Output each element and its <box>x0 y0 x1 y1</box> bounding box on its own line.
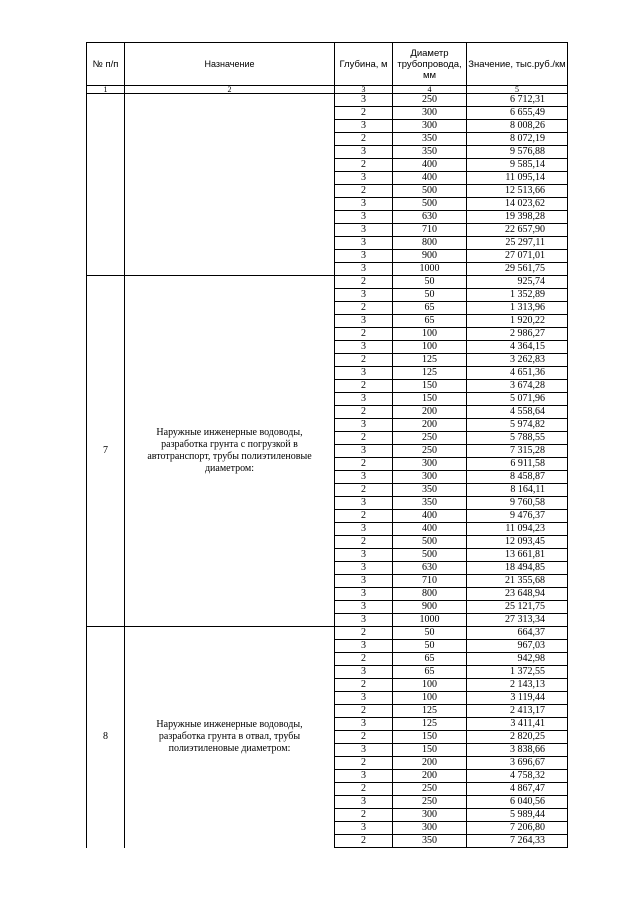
diameter-cell: 300 <box>393 107 467 120</box>
depth-cell: 3 <box>335 601 393 614</box>
depth-cell: 2 <box>335 627 393 640</box>
depth-cell: 3 <box>335 549 393 562</box>
value-cell: 6 040,56 <box>467 796 568 809</box>
depth-cell: 3 <box>335 198 393 211</box>
depth-cell: 2 <box>335 185 393 198</box>
depth-cell: 2 <box>335 484 393 497</box>
depth-cell: 3 <box>335 120 393 133</box>
diameter-cell: 250 <box>393 432 467 445</box>
depth-cell: 2 <box>335 536 393 549</box>
value-cell: 1 352,89 <box>467 289 568 302</box>
value-cell: 5 071,96 <box>467 393 568 406</box>
value-cell: 9 585,14 <box>467 159 568 172</box>
depth-cell: 2 <box>335 458 393 471</box>
depth-cell: 3 <box>335 640 393 653</box>
value-cell: 8 072,19 <box>467 133 568 146</box>
diameter-cell: 50 <box>393 627 467 640</box>
diameter-cell: 350 <box>393 835 467 848</box>
diameter-cell: 710 <box>393 575 467 588</box>
diameter-cell: 500 <box>393 185 467 198</box>
diameter-cell: 350 <box>393 484 467 497</box>
column-number: 5 <box>467 86 568 94</box>
diameter-cell: 100 <box>393 692 467 705</box>
diameter-cell: 65 <box>393 666 467 679</box>
diameter-cell: 250 <box>393 796 467 809</box>
depth-cell: 2 <box>335 107 393 120</box>
column-number-row <box>87 86 568 94</box>
value-cell: 12 513,66 <box>467 185 568 198</box>
diameter-cell: 710 <box>393 224 467 237</box>
diameter-cell: 350 <box>393 133 467 146</box>
diameter-cell: 125 <box>393 354 467 367</box>
depth-cell: 3 <box>335 718 393 731</box>
depth-cell: 2 <box>335 731 393 744</box>
depth-cell: 2 <box>335 835 393 848</box>
depth-cell: 3 <box>335 588 393 601</box>
diameter-cell: 300 <box>393 120 467 133</box>
value-cell: 13 661,81 <box>467 549 568 562</box>
diameter-cell: 125 <box>393 367 467 380</box>
diameter-cell: 500 <box>393 549 467 562</box>
depth-cell: 3 <box>335 146 393 159</box>
value-cell: 18 494,85 <box>467 562 568 575</box>
group-description: Наружные инженерные водоводы, разработка грунта в отвал, трубы полиэтиленовые диаметром: <box>125 627 335 848</box>
value-cell: 11 094,23 <box>467 523 568 536</box>
header-diameter: Диаметр трубопровода, мм <box>393 43 467 86</box>
header-depth: Глубина, м <box>335 43 393 86</box>
depth-cell: 2 <box>335 809 393 822</box>
diameter-cell: 630 <box>393 562 467 575</box>
diameter-cell: 65 <box>393 315 467 328</box>
value-cell: 7 315,28 <box>467 445 568 458</box>
depth-cell: 2 <box>335 510 393 523</box>
header-name: Назначение <box>125 43 335 86</box>
value-cell: 2 820,25 <box>467 731 568 744</box>
value-cell: 4 558,64 <box>467 406 568 419</box>
depth-cell: 3 <box>335 250 393 263</box>
diameter-cell: 250 <box>393 445 467 458</box>
value-cell: 3 838,66 <box>467 744 568 757</box>
depth-cell: 2 <box>335 679 393 692</box>
table-row <box>87 276 568 289</box>
diameter-cell: 125 <box>393 718 467 731</box>
depth-cell: 3 <box>335 575 393 588</box>
depth-cell: 3 <box>335 497 393 510</box>
depth-cell: 2 <box>335 380 393 393</box>
depth-cell: 3 <box>335 744 393 757</box>
depth-cell: 3 <box>335 224 393 237</box>
value-cell: 2 413,17 <box>467 705 568 718</box>
value-cell: 27 313,34 <box>467 614 568 627</box>
diameter-cell: 100 <box>393 341 467 354</box>
depth-cell: 3 <box>335 419 393 432</box>
value-cell: 7 264,33 <box>467 835 568 848</box>
diameter-cell: 200 <box>393 406 467 419</box>
group-description: Наружные инженерные водоводы, разработка грунта с погрузкой в автотранспорт, трубы полиэтиленовые диаметром: <box>125 276 335 627</box>
value-cell: 19 398,28 <box>467 211 568 224</box>
value-cell: 27 071,01 <box>467 250 568 263</box>
column-number: 2 <box>125 86 335 94</box>
value-cell: 664,37 <box>467 627 568 640</box>
depth-cell: 3 <box>335 562 393 575</box>
column-number: 3 <box>335 86 393 94</box>
depth-cell: 2 <box>335 354 393 367</box>
value-cell: 22 657,90 <box>467 224 568 237</box>
depth-cell: 2 <box>335 653 393 666</box>
depth-cell: 2 <box>335 276 393 289</box>
value-cell: 967,03 <box>467 640 568 653</box>
diameter-cell: 100 <box>393 679 467 692</box>
header-no: № п/п <box>87 43 125 86</box>
diameter-cell: 65 <box>393 653 467 666</box>
rates-table <box>86 42 568 848</box>
depth-cell: 3 <box>335 692 393 705</box>
value-cell: 3 411,41 <box>467 718 568 731</box>
value-cell: 3 674,28 <box>467 380 568 393</box>
value-cell: 2 986,27 <box>467 328 568 341</box>
depth-cell: 2 <box>335 159 393 172</box>
value-cell: 21 355,68 <box>467 575 568 588</box>
value-cell: 14 023,62 <box>467 198 568 211</box>
value-cell: 12 093,45 <box>467 536 568 549</box>
group-number <box>87 94 125 276</box>
diameter-cell: 200 <box>393 419 467 432</box>
value-cell: 25 297,11 <box>467 237 568 250</box>
value-cell: 8 458,87 <box>467 471 568 484</box>
depth-cell: 3 <box>335 172 393 185</box>
value-cell: 1 372,55 <box>467 666 568 679</box>
value-cell: 23 648,94 <box>467 588 568 601</box>
value-cell: 942,98 <box>467 653 568 666</box>
diameter-cell: 300 <box>393 471 467 484</box>
diameter-cell: 300 <box>393 458 467 471</box>
diameter-cell: 250 <box>393 94 467 107</box>
depth-cell: 3 <box>335 393 393 406</box>
depth-cell: 3 <box>335 614 393 627</box>
depth-cell: 3 <box>335 94 393 107</box>
diameter-cell: 250 <box>393 783 467 796</box>
value-cell: 29 561,75 <box>467 263 568 276</box>
diameter-cell: 800 <box>393 588 467 601</box>
diameter-cell: 50 <box>393 276 467 289</box>
group-number: 7 <box>87 276 125 627</box>
depth-cell: 3 <box>335 770 393 783</box>
diameter-cell: 500 <box>393 198 467 211</box>
value-cell: 6 712,31 <box>467 94 568 107</box>
header-row <box>87 43 568 86</box>
diameter-cell: 350 <box>393 146 467 159</box>
depth-cell: 3 <box>335 523 393 536</box>
depth-cell: 2 <box>335 133 393 146</box>
diameter-cell: 350 <box>393 497 467 510</box>
value-cell: 1 313,96 <box>467 302 568 315</box>
diameter-cell: 900 <box>393 250 467 263</box>
diameter-cell: 630 <box>393 211 467 224</box>
depth-cell: 2 <box>335 406 393 419</box>
depth-cell: 2 <box>335 328 393 341</box>
diameter-cell: 800 <box>393 237 467 250</box>
value-cell: 1 920,22 <box>467 315 568 328</box>
diameter-cell: 150 <box>393 393 467 406</box>
value-cell: 7 206,80 <box>467 822 568 835</box>
depth-cell: 2 <box>335 705 393 718</box>
value-cell: 6 655,49 <box>467 107 568 120</box>
diameter-cell: 65 <box>393 302 467 315</box>
diameter-cell: 400 <box>393 510 467 523</box>
table-row <box>87 94 568 107</box>
value-cell: 9 760,58 <box>467 497 568 510</box>
diameter-cell: 400 <box>393 523 467 536</box>
diameter-cell: 200 <box>393 770 467 783</box>
depth-cell: 2 <box>335 757 393 770</box>
depth-cell: 3 <box>335 445 393 458</box>
diameter-cell: 150 <box>393 731 467 744</box>
group-number: 8 <box>87 627 125 848</box>
value-cell: 9 576,88 <box>467 146 568 159</box>
diameter-cell: 300 <box>393 809 467 822</box>
depth-cell: 2 <box>335 783 393 796</box>
value-cell: 6 911,58 <box>467 458 568 471</box>
diameter-cell: 125 <box>393 705 467 718</box>
depth-cell: 3 <box>335 367 393 380</box>
value-cell: 8 164,11 <box>467 484 568 497</box>
value-cell: 3 696,67 <box>467 757 568 770</box>
diameter-cell: 400 <box>393 172 467 185</box>
depth-cell: 3 <box>335 471 393 484</box>
value-cell: 2 143,13 <box>467 679 568 692</box>
depth-cell: 3 <box>335 289 393 302</box>
header-value: Значение, тыс.руб./км <box>467 43 568 86</box>
value-cell: 25 121,75 <box>467 601 568 614</box>
value-cell: 4 867,47 <box>467 783 568 796</box>
depth-cell: 3 <box>335 237 393 250</box>
diameter-cell: 100 <box>393 328 467 341</box>
depth-cell: 3 <box>335 666 393 679</box>
depth-cell: 3 <box>335 315 393 328</box>
depth-cell: 3 <box>335 263 393 276</box>
diameter-cell: 50 <box>393 640 467 653</box>
diameter-cell: 1000 <box>393 263 467 276</box>
value-cell: 9 476,37 <box>467 510 568 523</box>
column-number: 4 <box>393 86 467 94</box>
diameter-cell: 300 <box>393 822 467 835</box>
diameter-cell: 200 <box>393 757 467 770</box>
diameter-cell: 150 <box>393 380 467 393</box>
value-cell: 4 364,15 <box>467 341 568 354</box>
diameter-cell: 400 <box>393 159 467 172</box>
value-cell: 5 974,82 <box>467 419 568 432</box>
table-row <box>87 627 568 640</box>
rates-table-body <box>87 43 568 848</box>
value-cell: 3 262,83 <box>467 354 568 367</box>
value-cell: 5 788,55 <box>467 432 568 445</box>
diameter-cell: 50 <box>393 289 467 302</box>
diameter-cell: 150 <box>393 744 467 757</box>
value-cell: 11 095,14 <box>467 172 568 185</box>
value-cell: 3 119,44 <box>467 692 568 705</box>
value-cell: 8 008,26 <box>467 120 568 133</box>
diameter-cell: 500 <box>393 536 467 549</box>
diameter-cell: 900 <box>393 601 467 614</box>
value-cell: 5 989,44 <box>467 809 568 822</box>
diameter-cell: 1000 <box>393 614 467 627</box>
depth-cell: 3 <box>335 796 393 809</box>
depth-cell: 2 <box>335 302 393 315</box>
depth-cell: 2 <box>335 432 393 445</box>
value-cell: 925,74 <box>467 276 568 289</box>
value-cell: 4 651,36 <box>467 367 568 380</box>
value-cell: 4 758,32 <box>467 770 568 783</box>
group-description <box>125 94 335 276</box>
depth-cell: 3 <box>335 822 393 835</box>
depth-cell: 3 <box>335 341 393 354</box>
column-number: 1 <box>87 86 125 94</box>
depth-cell: 3 <box>335 211 393 224</box>
